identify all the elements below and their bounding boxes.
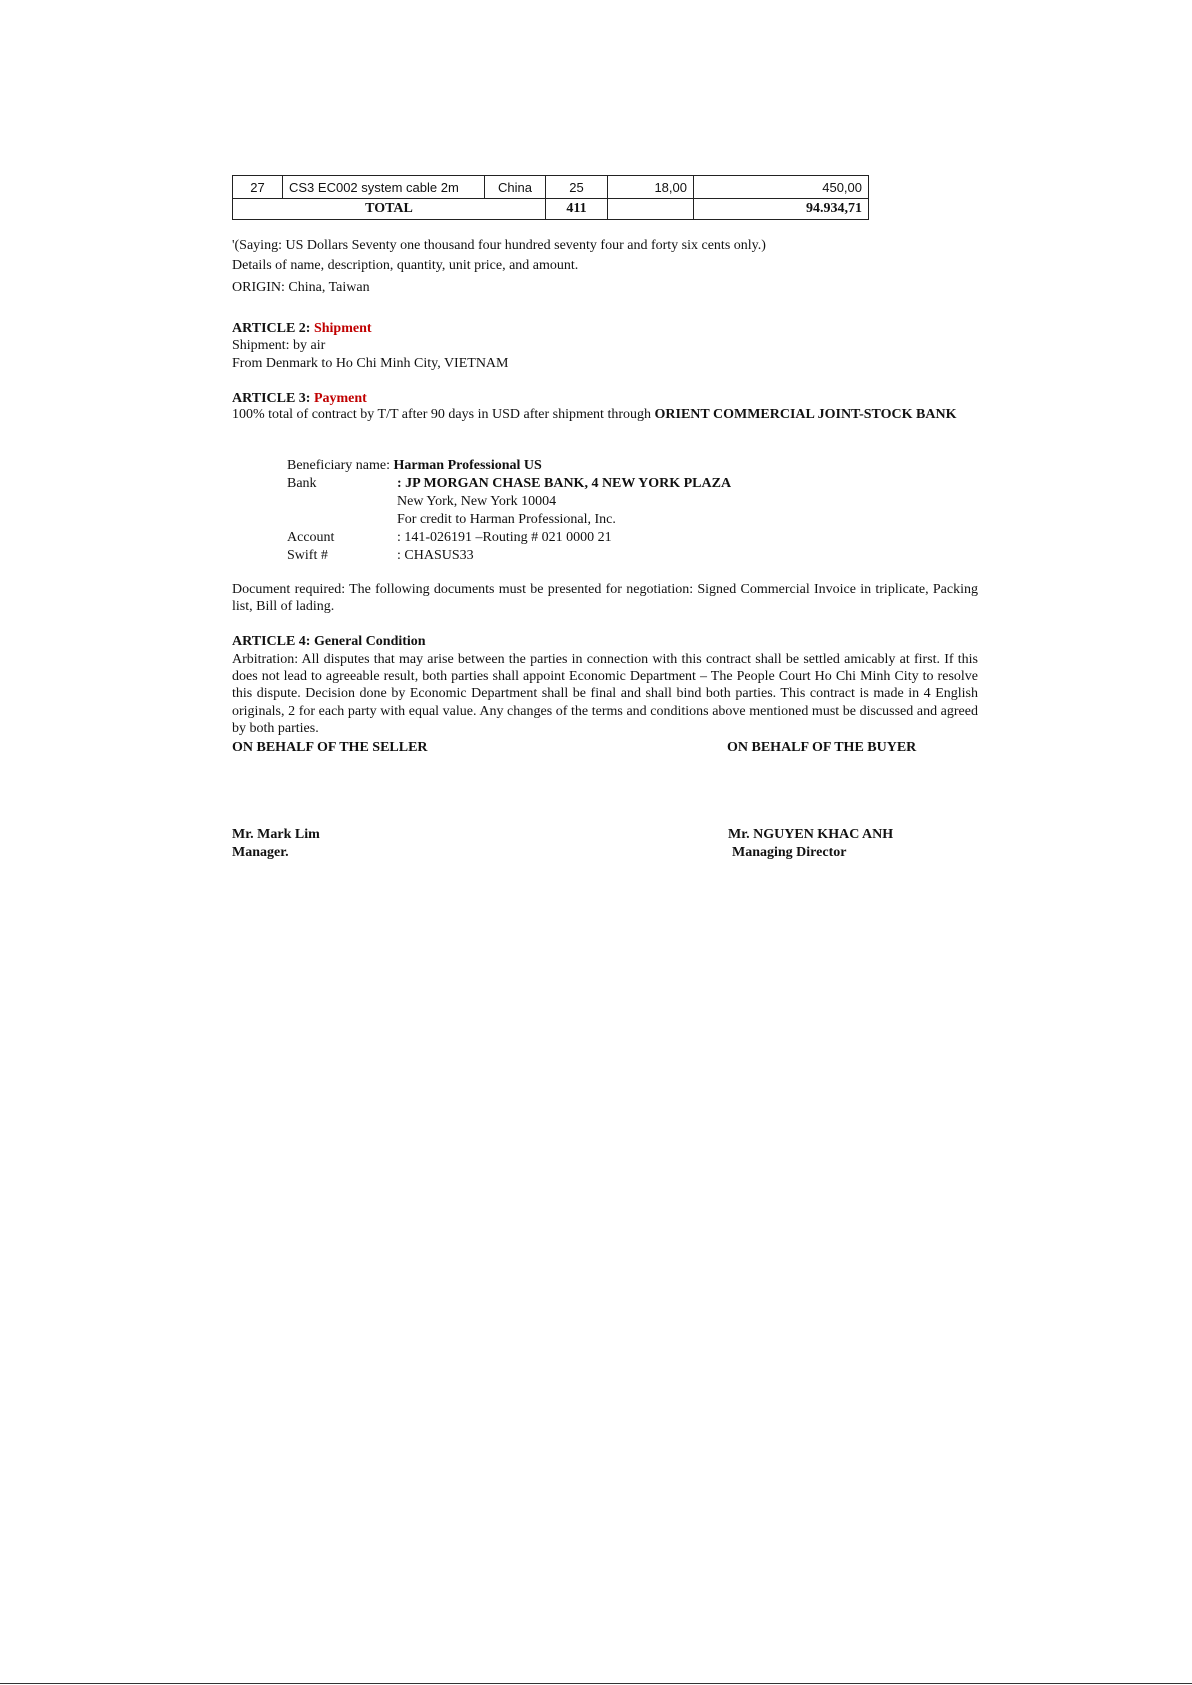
bank-address-1: New York, New York 10004 (397, 494, 557, 509)
account-label: Account (287, 530, 335, 545)
arbitration-text: Arbitration: All disputes that may arise between the parties in connection with this contract shall be settled amicably at first. If this does not lead to agreeable result, both parties shall appoint Economic Department – The People Court Ho Chi Minh City to resolve this dispute. Decision done by Economic Department shall be final and shall bind both parties. This contract is made in 4 English originals, 2 for each party with equal value. Any changes of the terms and conditions above mentioned must be discussed and agreed by both parties. (232, 652, 978, 736)
table-row (233, 176, 869, 199)
article2-heading-red: Shipment (313, 321, 372, 336)
seller-name: Mr. Mark Lim (232, 827, 320, 842)
shipment-line: Shipment: by air (232, 338, 326, 353)
buyer-heading: ON BEHALF OF THE BUYER (727, 740, 917, 755)
article3-heading: ARTICLE 3: Payment (232, 391, 367, 406)
total-amount: 94.934,71 (694, 199, 869, 220)
item-amount: 450,00 (694, 176, 869, 199)
total-row (233, 199, 869, 220)
item-origin: China (485, 176, 546, 199)
swift-value: : CHASUS33 (397, 548, 474, 563)
article3-heading-red: Payment (313, 391, 367, 406)
account-value: : 141-026191 –Routing # 021 0000 21 (397, 530, 612, 545)
seller-title: Manager. (232, 845, 289, 860)
total-empty-cell (608, 199, 694, 220)
details-text: Details of name, description, quantity, unit price, and amount. (232, 258, 579, 273)
payment-text: 100% total of contract by T/T after 90 days in USD after shipment through ORIENT COMMERCIAL JOINT-STOCK BANK (232, 407, 957, 422)
beneficiary-value: Harman Professional US (393, 458, 542, 473)
page-bottom-divider (0, 1683, 1192, 1684)
buyer-title: Managing Director (732, 845, 847, 860)
buyer-name: Mr. NGUYEN KHAC ANH (728, 827, 894, 842)
saying-text: '(Saying: US Dollars Seventy one thousand four hundred seventy four and forty six cents only.) (232, 238, 766, 253)
article4-heading: ARTICLE 4: General Condition (232, 634, 426, 649)
items-table (232, 175, 869, 220)
item-unit-price: 18,00 (608, 176, 694, 199)
item-qty: 25 (546, 176, 608, 199)
bank-address-2: For credit to Harman Professional, Inc. (397, 512, 616, 527)
swift-label: Swift # (287, 548, 328, 563)
beneficiary-line: Beneficiary name: Harman Professional US (287, 458, 542, 473)
bank-label: Bank (287, 476, 317, 491)
route-line: From Denmark to Ho Chi Minh City, VIETNAM (232, 356, 509, 371)
item-description: CS3 EC002 system cable 2m (283, 176, 485, 199)
origin-text: ORIGIN: China, Taiwan (232, 280, 370, 295)
seller-heading: ON BEHALF OF THE SELLER (232, 740, 428, 755)
bank-value: : JP MORGAN CHASE BANK, 4 NEW YORK PLAZA (397, 476, 732, 491)
article2-heading: ARTICLE 2: Shipment (232, 321, 372, 336)
item-no: 27 (233, 176, 283, 199)
total-label: TOTAL (233, 199, 546, 220)
payment-bank-name: ORIENT COMMERCIAL JOINT-STOCK BANK (654, 407, 957, 422)
total-qty: 411 (546, 199, 608, 220)
documents-required: Document required: The following documents must be presented for negotiation: Signed Commercial Invoice in triplicate, Packing list, Bill of lading. (232, 582, 978, 614)
